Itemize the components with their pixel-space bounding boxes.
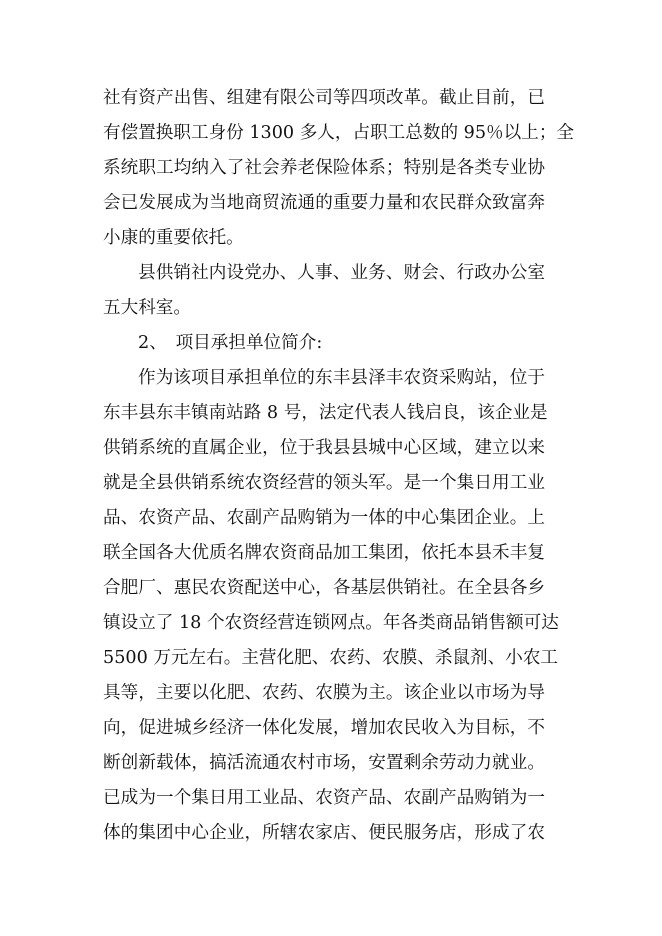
text-line: 品、农资产品、农副产品购销为一体的中心集团企业。上 <box>103 508 545 528</box>
text-line: 合肥厂、惠民农资配送中心，各基层供销社。在全县各乡 <box>103 578 545 598</box>
text-line: 断创新载体，搞活流通农村市场，安置剩余劳动力就业。 <box>103 753 545 773</box>
text-line: 作为该项目承担单位的东丰县泽丰农资采购站，位于 <box>138 368 545 388</box>
text-line: 已成为一个集日用工业品、农资产品、农副产品购销为一 <box>103 788 545 808</box>
text-line: 有偿置换职工身份 1300 多人，占职工总数的 95％以上；全 <box>103 123 575 143</box>
text-line: 向，促进城乡经济一体化发展，增加农民收入为目标，不 <box>103 718 545 738</box>
text-line: 系统职工均纳入了社会养老保险体系；特别是各类专业协 <box>103 158 545 178</box>
document-body <box>103 81 575 851</box>
text-line: 就是全县供销系统农资经营的领头军。是一个集日用工业 <box>103 473 545 493</box>
text-line: 会已发展成为当地商贸流通的重要力量和农民群众致富奔 <box>103 193 545 213</box>
text-line: 社有资产出售、组建有限公司等四项改革。截止目前，已 <box>103 88 545 108</box>
text-line: 东丰县东丰镇南站路 8 号，法定代表人钱启良，该企业是 <box>103 403 548 423</box>
text-line: 镇设立了 18 个农资经营连锁网点。年各类商品销售额可达 <box>103 613 559 633</box>
text-line: 五大科室。 <box>103 298 191 318</box>
text-line: 体的集团中心企业，所辖农家店、便民服务店，形成了农 <box>103 823 545 843</box>
text-line: 县供销社内设党办、人事、业务、财会、行政办公室 <box>138 263 545 283</box>
text-line: 小康的重要依托。 <box>103 228 244 248</box>
section-heading: 2、 项目承担单位简介: <box>138 333 323 353</box>
text-line: 5500 万元左右。主营化肥、农药、农膜、杀鼠剂、小农工 <box>103 648 559 668</box>
text-line: 联全国各大优质名牌农资商品加工集团，依托本县禾丰复 <box>103 543 545 563</box>
text-line: 供销系统的直属企业，位于我县县城中心区域，建立以来 <box>103 438 545 458</box>
text-line: 具等，主要以化肥、农药、农膜为主。该企业以市场为导 <box>103 683 545 703</box>
